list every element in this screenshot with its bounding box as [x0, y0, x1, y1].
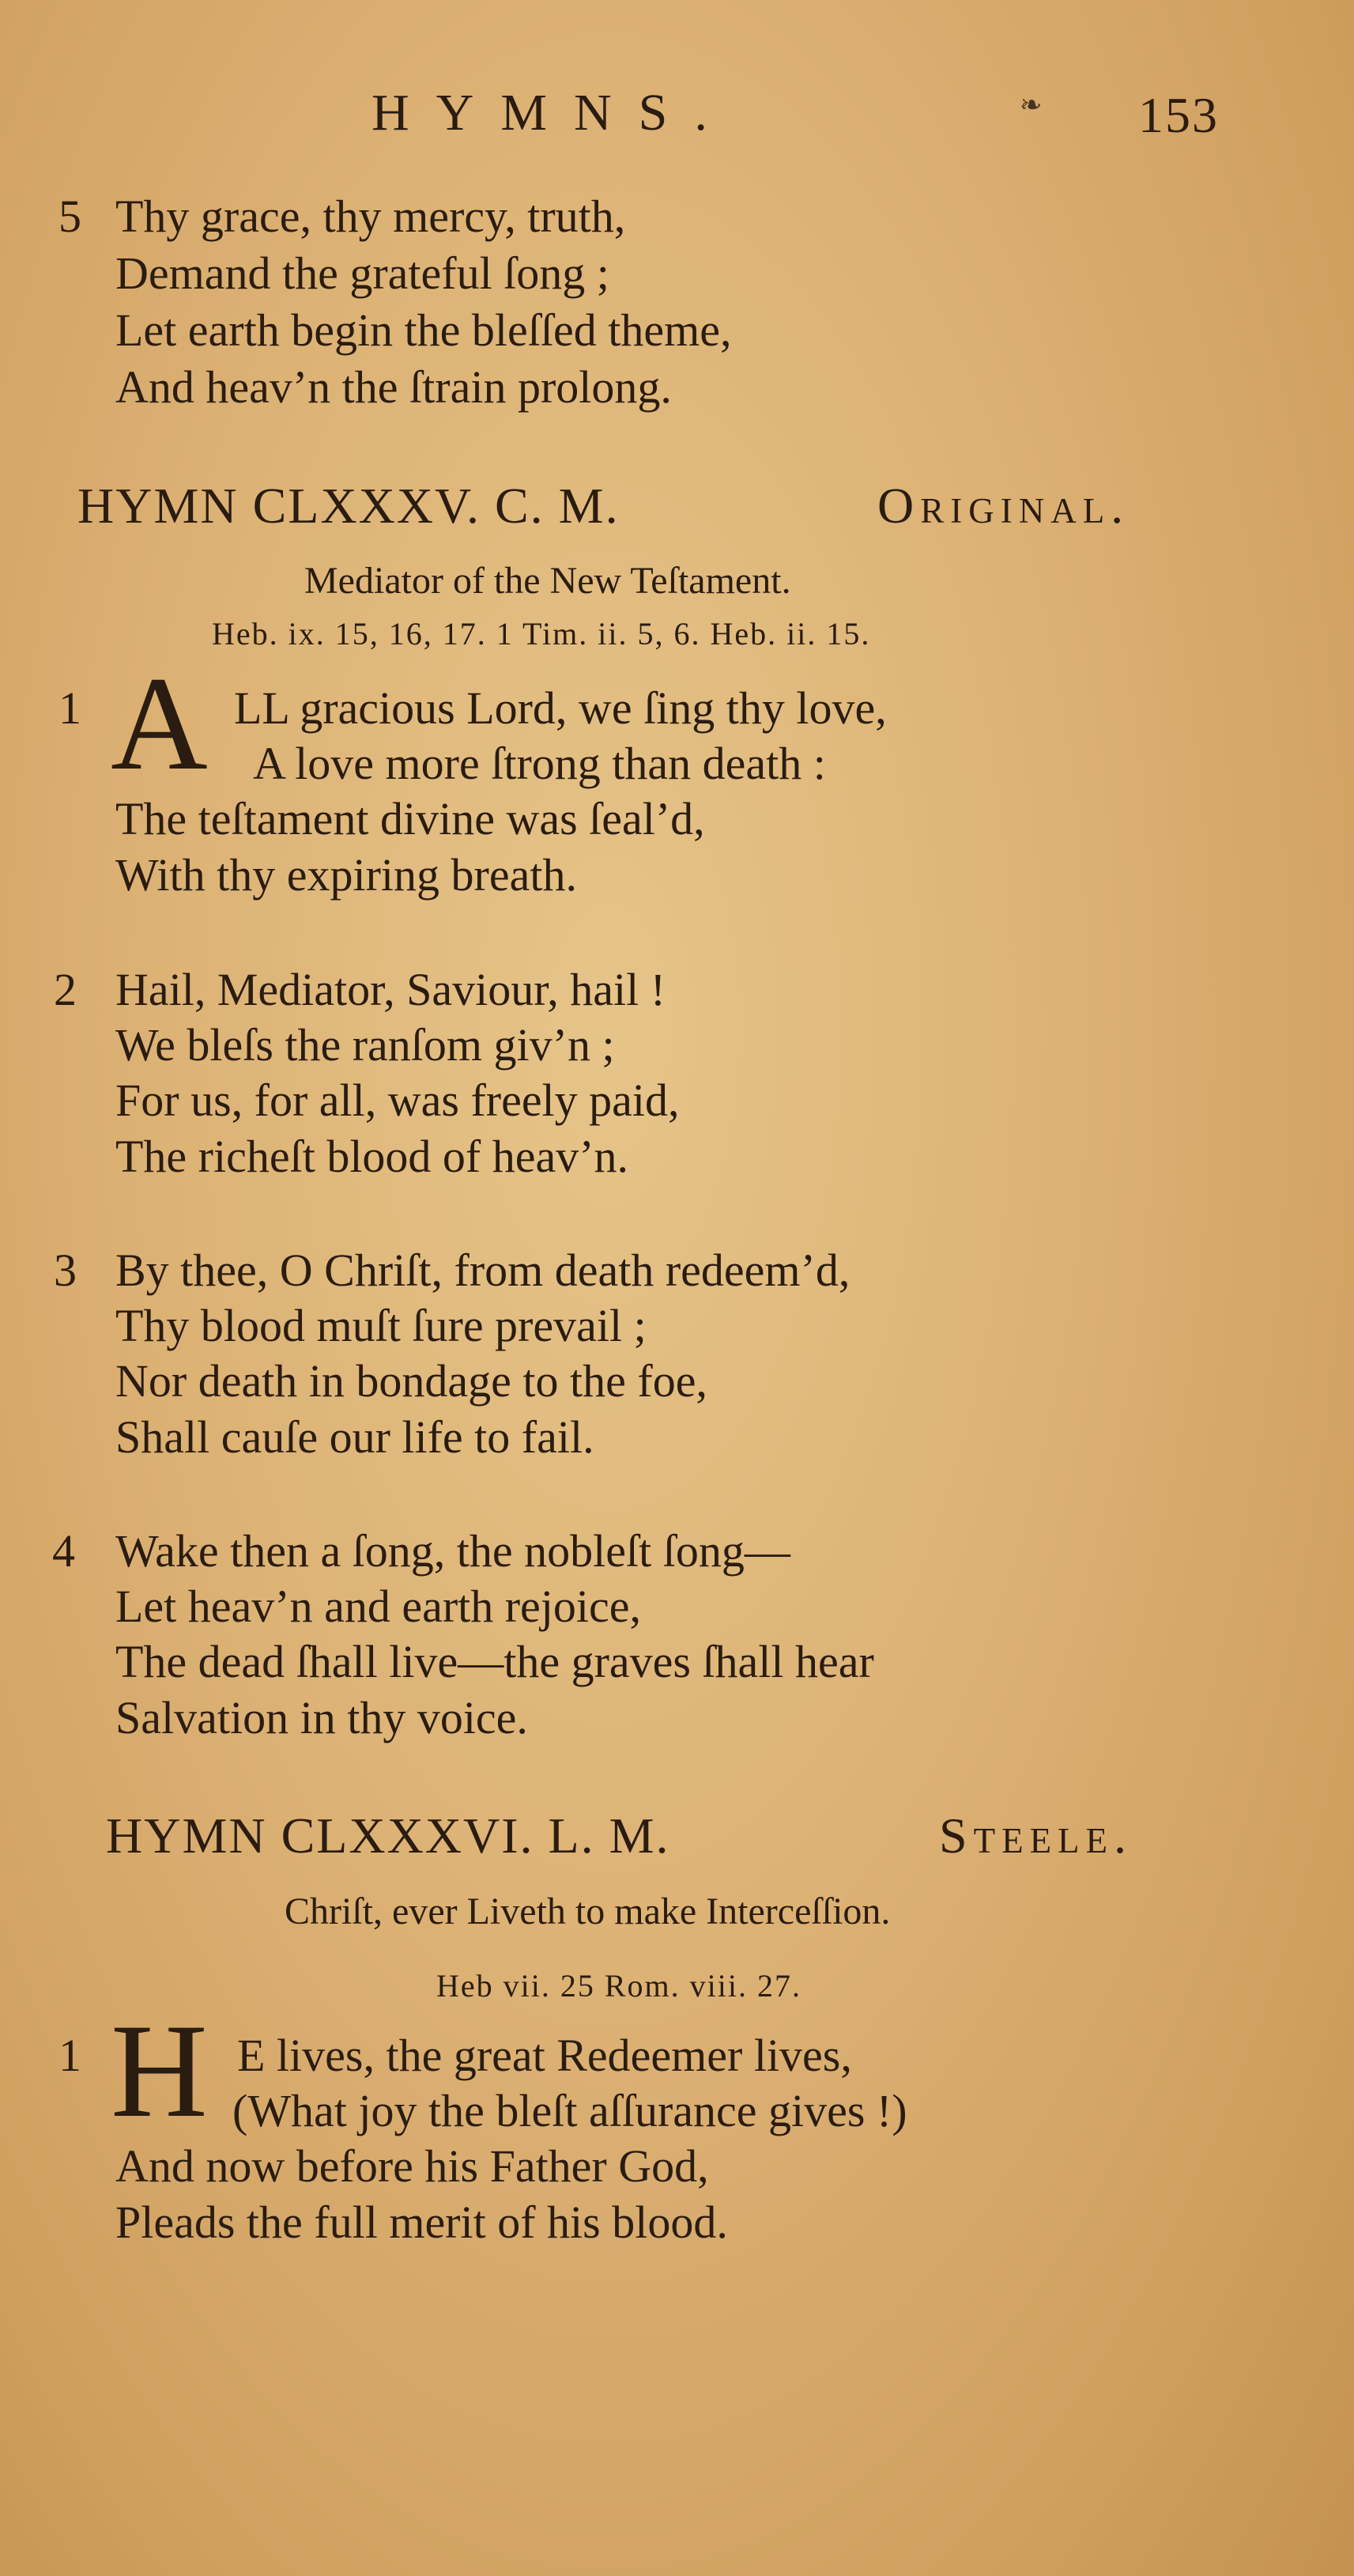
verse-line: With thy expiring breath. — [115, 849, 577, 901]
hymn-subtitle: Mediator of the New Teſtament. — [304, 560, 791, 602]
verse-line: Shall cauſe our life to fail. — [115, 1411, 594, 1463]
verse-line: Wake then a ſong, the nobleſt ſong— — [115, 1525, 790, 1577]
verse-line: Thy blood muſt ſure prevail ; — [115, 1300, 647, 1351]
verse-number: 4 — [52, 1525, 75, 1577]
verse-line: A love more ſtrong than death : — [253, 738, 826, 789]
hymn-heading — [77, 478, 1279, 536]
verse-number: 1 — [58, 2030, 81, 2081]
hymn-number: HYMN CLXXXVI. L. M. — [106, 1807, 670, 1864]
scripture-references: Heb vii. 25 Rom. viii. 27. — [436, 1968, 801, 2004]
verse-line: The richeſt blood of heav’n. — [115, 1131, 629, 1182]
verse-line: LL gracious Lord, we ſing thy love, — [234, 682, 887, 734]
drop-cap: H — [111, 1996, 208, 2145]
verse-line: Thy grace, thy mercy, truth, — [115, 191, 626, 242]
hymn-author: Steele. — [939, 1807, 1133, 1864]
scripture-references: Heb. ix. 15, 16, 17. 1 Tim. ii. 5, 6. Heb. ii. 15. — [212, 616, 871, 652]
running-title: HYMNS. — [372, 84, 734, 142]
verse-line: Let earth begin the bleſſed theme, — [115, 304, 732, 356]
verse-line: Let heav’n and earth rejoice, — [115, 1581, 642, 1632]
hymn-number: HYMN CLXXXV. C. M. — [77, 478, 620, 534]
verse-line: The teſtament divine was ſeal’d, — [115, 793, 705, 844]
verse-line: Demand the grateful ſong ; — [115, 247, 609, 299]
hymn-heading — [106, 1807, 1292, 1866]
verse-line: And now before his Father God, — [115, 2140, 709, 2192]
verse-line: E lives, the great Redeemer lives, — [237, 2030, 852, 2081]
verse-line: Nor death in bondage to the foe, — [115, 1355, 707, 1407]
verse-line: By thee, O Chriſt, from death redeem’d, — [115, 1245, 850, 1296]
hymn-author: Original. — [877, 478, 1130, 534]
verse-line: Pleads the full merit of his blood. — [115, 2196, 728, 2248]
verse-line: And heav’n the ſtrain prolong. — [115, 361, 672, 413]
verse-line: (What joy the bleſt aſſurance gives !) — [232, 2085, 907, 2136]
page-header — [0, 83, 1354, 154]
verse-number: 2 — [54, 964, 77, 1015]
verse-number: 5 — [58, 191, 81, 242]
hymn-subtitle: Chriſt, ever Liveth to make Interceſſion. — [285, 1890, 891, 1932]
verse-number: 3 — [54, 1245, 77, 1296]
verse-line: The dead ſhall live—the graves ſhall hear — [115, 1636, 874, 1687]
ornament-icon: ❧ — [1020, 91, 1043, 120]
verse-number: 1 — [58, 682, 81, 734]
verse-line: For us, for all, was freely paid, — [115, 1075, 680, 1126]
verse-line: We bleſs the ranſom giv’n ; — [115, 1019, 615, 1071]
drop-cap: A — [111, 649, 208, 798]
verse-line: Hail, Mediator, Saviour, hail ! — [115, 964, 666, 1015]
verse-line: Salvation in thy voice. — [115, 1692, 528, 1743]
page-number: 153 — [1138, 87, 1219, 143]
